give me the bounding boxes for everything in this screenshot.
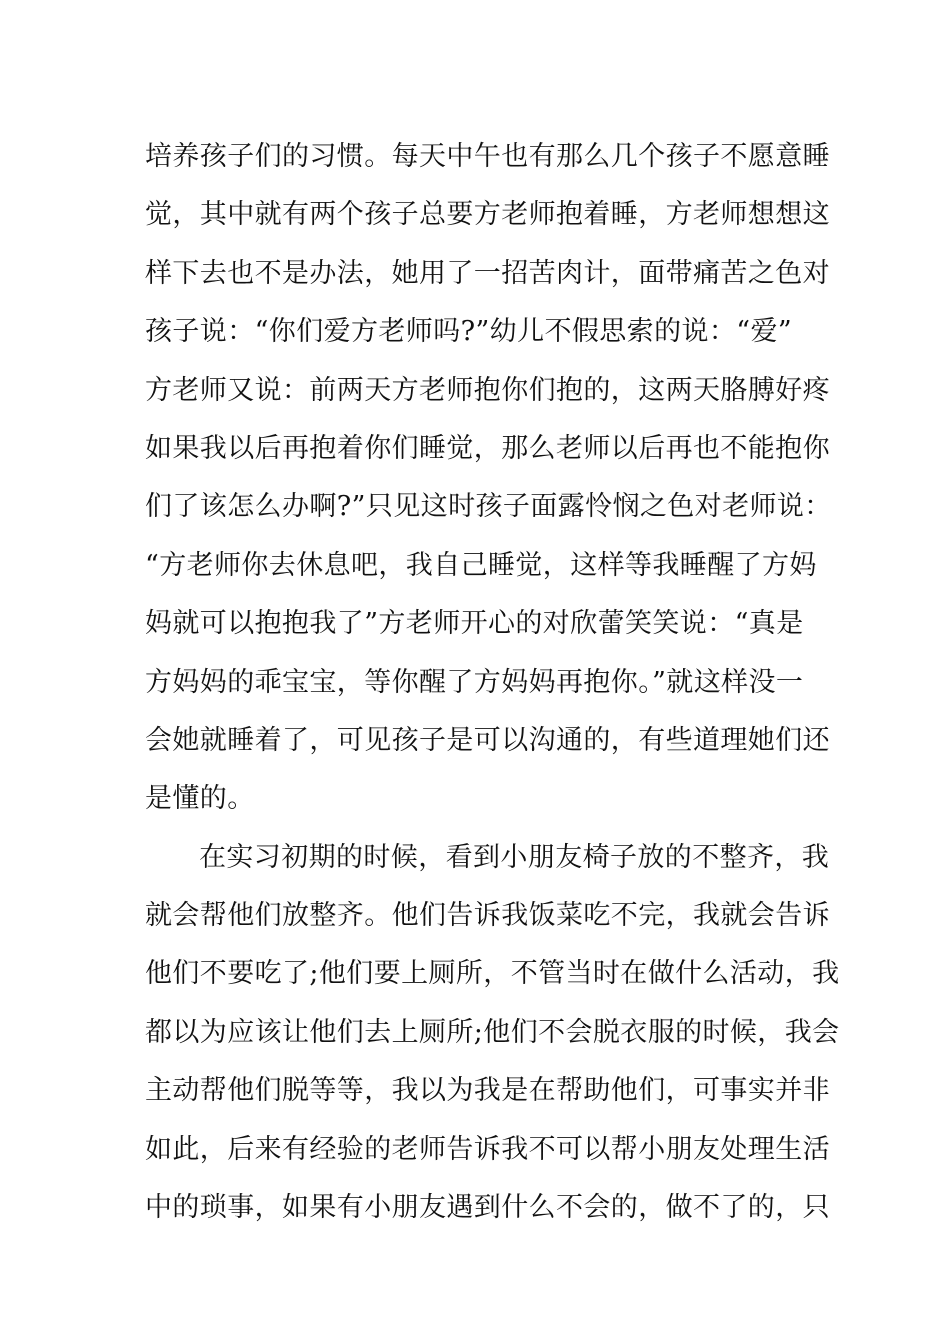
paragraph-2-line: 就会帮他们放整齐。他们告诉我饭菜吃不完，我就会告诉 — [145, 900, 830, 932]
paragraph-2-line: 都以为应该让他们去上厕所;他们不会脱衣服的时候，我会 — [145, 1016, 840, 1048]
paragraph-1-line: 妈就可以抱抱我了”方老师开心的对欣蕾笑笑说：“真是 — [145, 608, 804, 640]
paragraph-1-line: 孩子说：“你们爱方老师吗?”幼儿不假思索的说：“爱” — [145, 316, 793, 348]
paragraph-1-line: 样下去也不是办法，她用了一招苦肉计，面带痛苦之色对 — [145, 257, 830, 289]
paragraph-1-line: “方老师你去休息吧，我自己睡觉，这样等我睡醒了方妈 — [145, 549, 817, 581]
paragraph-1-line: 们了该怎么办啊?”只见这时孩子面露怜悯之色对老师说： — [145, 491, 832, 523]
paragraph-1-line: 如果我以后再抱着你们睡觉，那么老师以后再也不能抱你 — [145, 432, 830, 464]
paragraph-1-line: 培养孩子们的习惯。每天中午也有那么几个孩子不愿意睡 — [145, 141, 830, 172]
body-text — [145, 128, 840, 1237]
paragraph-2-line: 他们不要吃了;他们要上厕所，不管当时在做什么活动，我 — [145, 958, 840, 990]
paragraph-2-line: 如此，后来有经验的老师告诉我不可以帮小朋友处理生活 — [145, 1133, 830, 1165]
paragraph-1-line: 方妈妈的乖宝宝，等你醒了方妈妈再抱你。”就这样没一 — [145, 666, 804, 698]
paragraph-1-line: 是懂的。 — [145, 783, 255, 815]
paragraph-2-line: 主动帮他们脱等等，我以为我是在帮助他们，可事实并非 — [145, 1075, 830, 1107]
paragraph-1-line: 方老师又说：前两天方老师抱你们抱的，这两天胳膊好疼 — [145, 374, 830, 406]
paragraph-1-line: 觉，其中就有两个孩子总要方老师抱着睡，方老师想想这 — [145, 199, 830, 231]
paragraph-2-line: 中的琐事，如果有小朋友遇到什么不会的，做不了的，只 — [145, 1192, 830, 1224]
paragraph-1-line: 会她就睡着了，可见孩子是可以沟通的，有些道理她们还 — [145, 724, 830, 756]
paragraph-2-first-line: 在实习初期的时候，看到小朋友椅子放的不整齐，我 — [199, 841, 830, 873]
